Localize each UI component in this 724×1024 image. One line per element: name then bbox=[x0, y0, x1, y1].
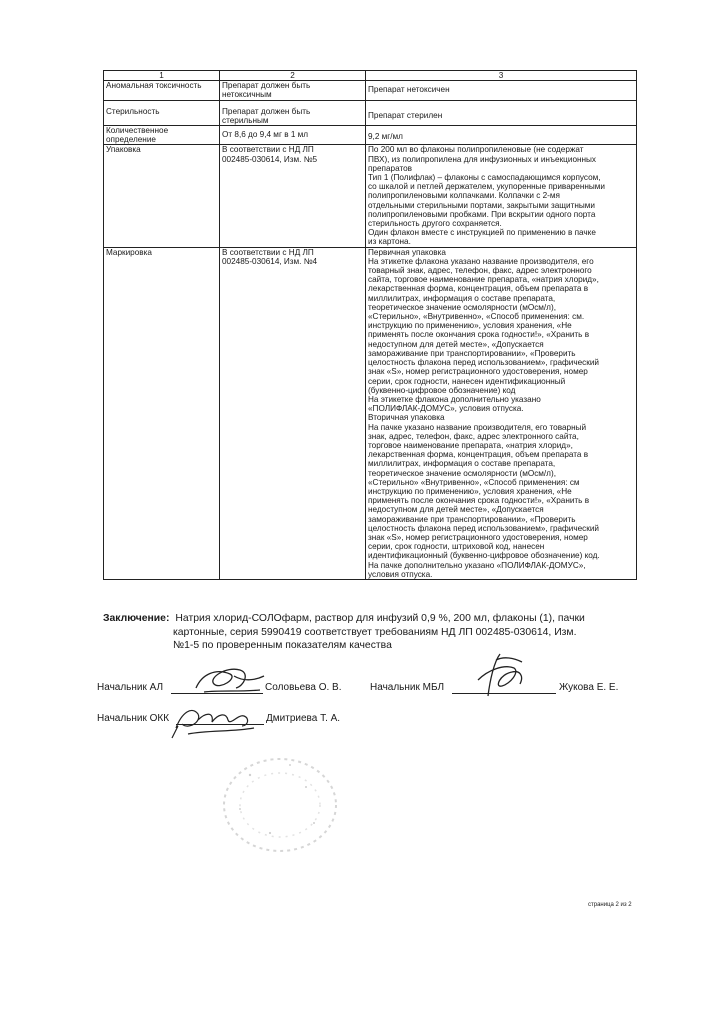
result-cell bbox=[366, 126, 637, 145]
handwritten-signature-icon bbox=[190, 664, 270, 700]
cell-line: из картона. bbox=[368, 237, 411, 247]
cell-line: идентификационный (буквенно-цифровое обозначение) код. bbox=[368, 551, 600, 561]
conclusion-label: Заключение: bbox=[103, 613, 170, 624]
cell-line: отдельными стерильными портами, закрытыми защитными bbox=[368, 200, 595, 210]
faint-stamp-icon bbox=[210, 745, 350, 865]
param-cell: Стерильность bbox=[104, 100, 220, 125]
signature-title: Начальник ОКК bbox=[97, 713, 170, 724]
cell-line: теоретическое значение осмолярности (мОсм/л), bbox=[368, 468, 556, 478]
signature-name: Соловьева О. В. bbox=[265, 682, 342, 693]
cell-line: Препарат должен быть bbox=[222, 81, 311, 91]
cell-line: «Стерильно», «Внутривенно», «Способ применения: см. bbox=[368, 312, 585, 322]
param-cell: Аномальная токсичность bbox=[104, 81, 220, 100]
cell-line: замораживание при транспортировании», «Проверить bbox=[368, 348, 576, 358]
cell-line: Первичная упаковка bbox=[368, 247, 446, 257]
table-header-row bbox=[104, 71, 637, 81]
cell-line: «Стерильно» «Внутривенно», «Способ применения: см bbox=[368, 477, 580, 487]
cell-line: знак «S», номер регистрационного удостоверения, номер bbox=[368, 367, 588, 377]
table-row bbox=[104, 247, 637, 579]
cell-line: 002485-030614, Изм. №5 bbox=[222, 154, 318, 164]
cell-line: стерильным bbox=[222, 115, 269, 125]
cell-line: торговое наименование препарата, «натрия хлорид», bbox=[368, 440, 573, 450]
cell-line: ПВХ), из полипропилена для инфузионных и инъекционных bbox=[368, 154, 597, 164]
cell-line: серии, срок годности, нанесен идентификационный bbox=[368, 376, 566, 386]
signature-name: Жукова Е. Е. bbox=[559, 682, 619, 693]
result-cell bbox=[366, 81, 637, 100]
cell-line: инструкцию по применению», условия хранения, «Не bbox=[368, 321, 572, 331]
cell-line: миллилитрах, информация о составе препарата, bbox=[368, 293, 556, 303]
cell-line: со шкалой и петлей держателем, укупоренные приваренными bbox=[368, 182, 605, 192]
conclusion-text: Натрия хлорид-СОЛОфарм, раствор для инфузий 0,9 %, 200 мл, флаконы (1), пачки bbox=[175, 613, 585, 624]
handwritten-signature-icon bbox=[470, 650, 530, 700]
cell-line: замораживание при транспортировании», «Проверить bbox=[368, 514, 576, 524]
cell-line: полипропиленовыми колпачками. Колпачки с 2-мя bbox=[368, 191, 560, 201]
cell-line: На пачке указано название производителя, его товарный bbox=[368, 422, 587, 432]
cell-line: знак «S», номер регистрационного удостоверения, номер bbox=[368, 532, 588, 542]
signature-title: Начальник АЛ bbox=[97, 682, 164, 693]
result-cell bbox=[366, 100, 637, 125]
signature-name: Дмитриева Т. А. bbox=[266, 713, 341, 724]
cell-line: Препарат должен быть bbox=[222, 106, 311, 116]
norm-cell bbox=[220, 145, 366, 247]
cell-line: Один флакон вместе с инструкцией по применению в пачке bbox=[368, 228, 596, 238]
cell-line: Количественное bbox=[106, 126, 169, 136]
table-row bbox=[104, 126, 637, 145]
cell-line: определение bbox=[106, 135, 156, 145]
cell-line: нетоксичным bbox=[222, 90, 272, 100]
table-header-cell: 3 bbox=[366, 71, 637, 81]
cell-line: По 200 мл во флаконы полипропиленовые (не содержат bbox=[368, 145, 584, 155]
norm-cell bbox=[220, 81, 366, 100]
cell-line: На этикетке флакона дополнительно указано bbox=[368, 394, 541, 404]
table-row bbox=[104, 100, 637, 125]
cell-line: Препарат нетоксичен bbox=[368, 85, 450, 95]
cell-line: Тип 1 (Полифлак) – флаконы с самоспадающимся корпусом, bbox=[368, 173, 601, 183]
cell-line: В соответствии с НД ЛП bbox=[222, 145, 314, 155]
conclusion-text: картонные, серия 5990419 соответствует требованиям НД ЛП 002485-030614, Изм. bbox=[173, 626, 577, 638]
cell-line: товарный знак, адрес, телефон, факс, адрес электронного bbox=[368, 266, 592, 276]
table-header-cell: 1 bbox=[104, 71, 220, 81]
cell-line: инструкцию по применению», условия хранения, «Не bbox=[368, 486, 572, 496]
cell-line: От 8,6 до 9,4 мг в 1 мл bbox=[222, 130, 309, 140]
cell-line: На пачке дополнительно указано «ПОЛИФЛАК-ДОМУС», bbox=[368, 560, 586, 570]
norm-cell bbox=[220, 247, 366, 579]
cell-line: Препарат стерилен bbox=[368, 110, 443, 120]
table-row bbox=[104, 81, 637, 100]
page-number: страница 2 из 2 bbox=[588, 902, 632, 908]
cell-line: условия отпуска. bbox=[368, 569, 433, 579]
param-cell: Маркировка bbox=[104, 247, 220, 579]
cell-line: применять после окончания срока годности!», «Хранить в bbox=[368, 496, 590, 506]
cell-line: 002485-030614, Изм. №4 bbox=[222, 256, 318, 266]
result-cell bbox=[366, 145, 637, 247]
param-cell: Упаковка bbox=[104, 145, 220, 247]
cell-line: теоретическое значение осмолярности (мОсм/л), bbox=[368, 302, 556, 312]
cell-line: знак, адрес, телефон, факс, адрес электронного сайта, bbox=[368, 431, 579, 441]
cell-line: миллилитрах, информация о составе препарата, bbox=[368, 459, 556, 469]
cell-line: стерильность другого сохраняется. bbox=[368, 219, 502, 229]
cell-line: «ПОЛИФЛАК-ДОМУС», условия отпуска. bbox=[368, 404, 524, 414]
table-row bbox=[104, 145, 637, 247]
cell-line: В соответствии с НД ЛП bbox=[222, 247, 314, 257]
cell-line: серии, срок годности, штриховой код, нанесен bbox=[368, 542, 545, 552]
handwritten-signature-icon bbox=[168, 700, 260, 740]
signature-title: Начальник МБЛ bbox=[370, 682, 445, 693]
norm-cell bbox=[220, 100, 366, 125]
cell-line: целостность флакона перед использованием», графический bbox=[368, 523, 600, 533]
param-cell bbox=[104, 126, 220, 145]
cell-line: сайта, торговое наименование препарата, «натрия хлорид», bbox=[368, 275, 599, 285]
cell-line: лекарственная форма, концентрация, объем препарата в bbox=[368, 284, 589, 294]
cell-line: 9,2 мг/мл bbox=[368, 132, 403, 142]
conclusion bbox=[103, 612, 623, 653]
cell-line: применять после окончания срока годности!», «Хранить в bbox=[368, 330, 590, 340]
cell-line: полипропиленовыми пробками. При вскрытии одного порта bbox=[368, 209, 596, 219]
cell-line: На этикетке флакона указано название производителя, его bbox=[368, 256, 594, 266]
cell-line: недоступном для детей месте», «Допускается bbox=[368, 339, 544, 349]
cell-line: лекарственная форма, концентрация, объем препарата в bbox=[368, 450, 589, 460]
result-cell bbox=[366, 247, 637, 579]
cell-line: препаратов bbox=[368, 163, 413, 173]
cell-line: Вторичная упаковка bbox=[368, 413, 445, 423]
cell-line: целостность флакона перед использованием», графический bbox=[368, 358, 600, 368]
table-header-cell: 2 bbox=[220, 71, 366, 81]
spec-table bbox=[103, 70, 637, 580]
cell-line: недоступном для детей месте», «Допускается bbox=[368, 505, 544, 515]
cell-line: (буквенно-цифровое обозначение) код bbox=[368, 385, 516, 395]
conclusion-text: №1-5 по проверенным показателям качества bbox=[173, 640, 392, 652]
norm-cell bbox=[220, 126, 366, 145]
